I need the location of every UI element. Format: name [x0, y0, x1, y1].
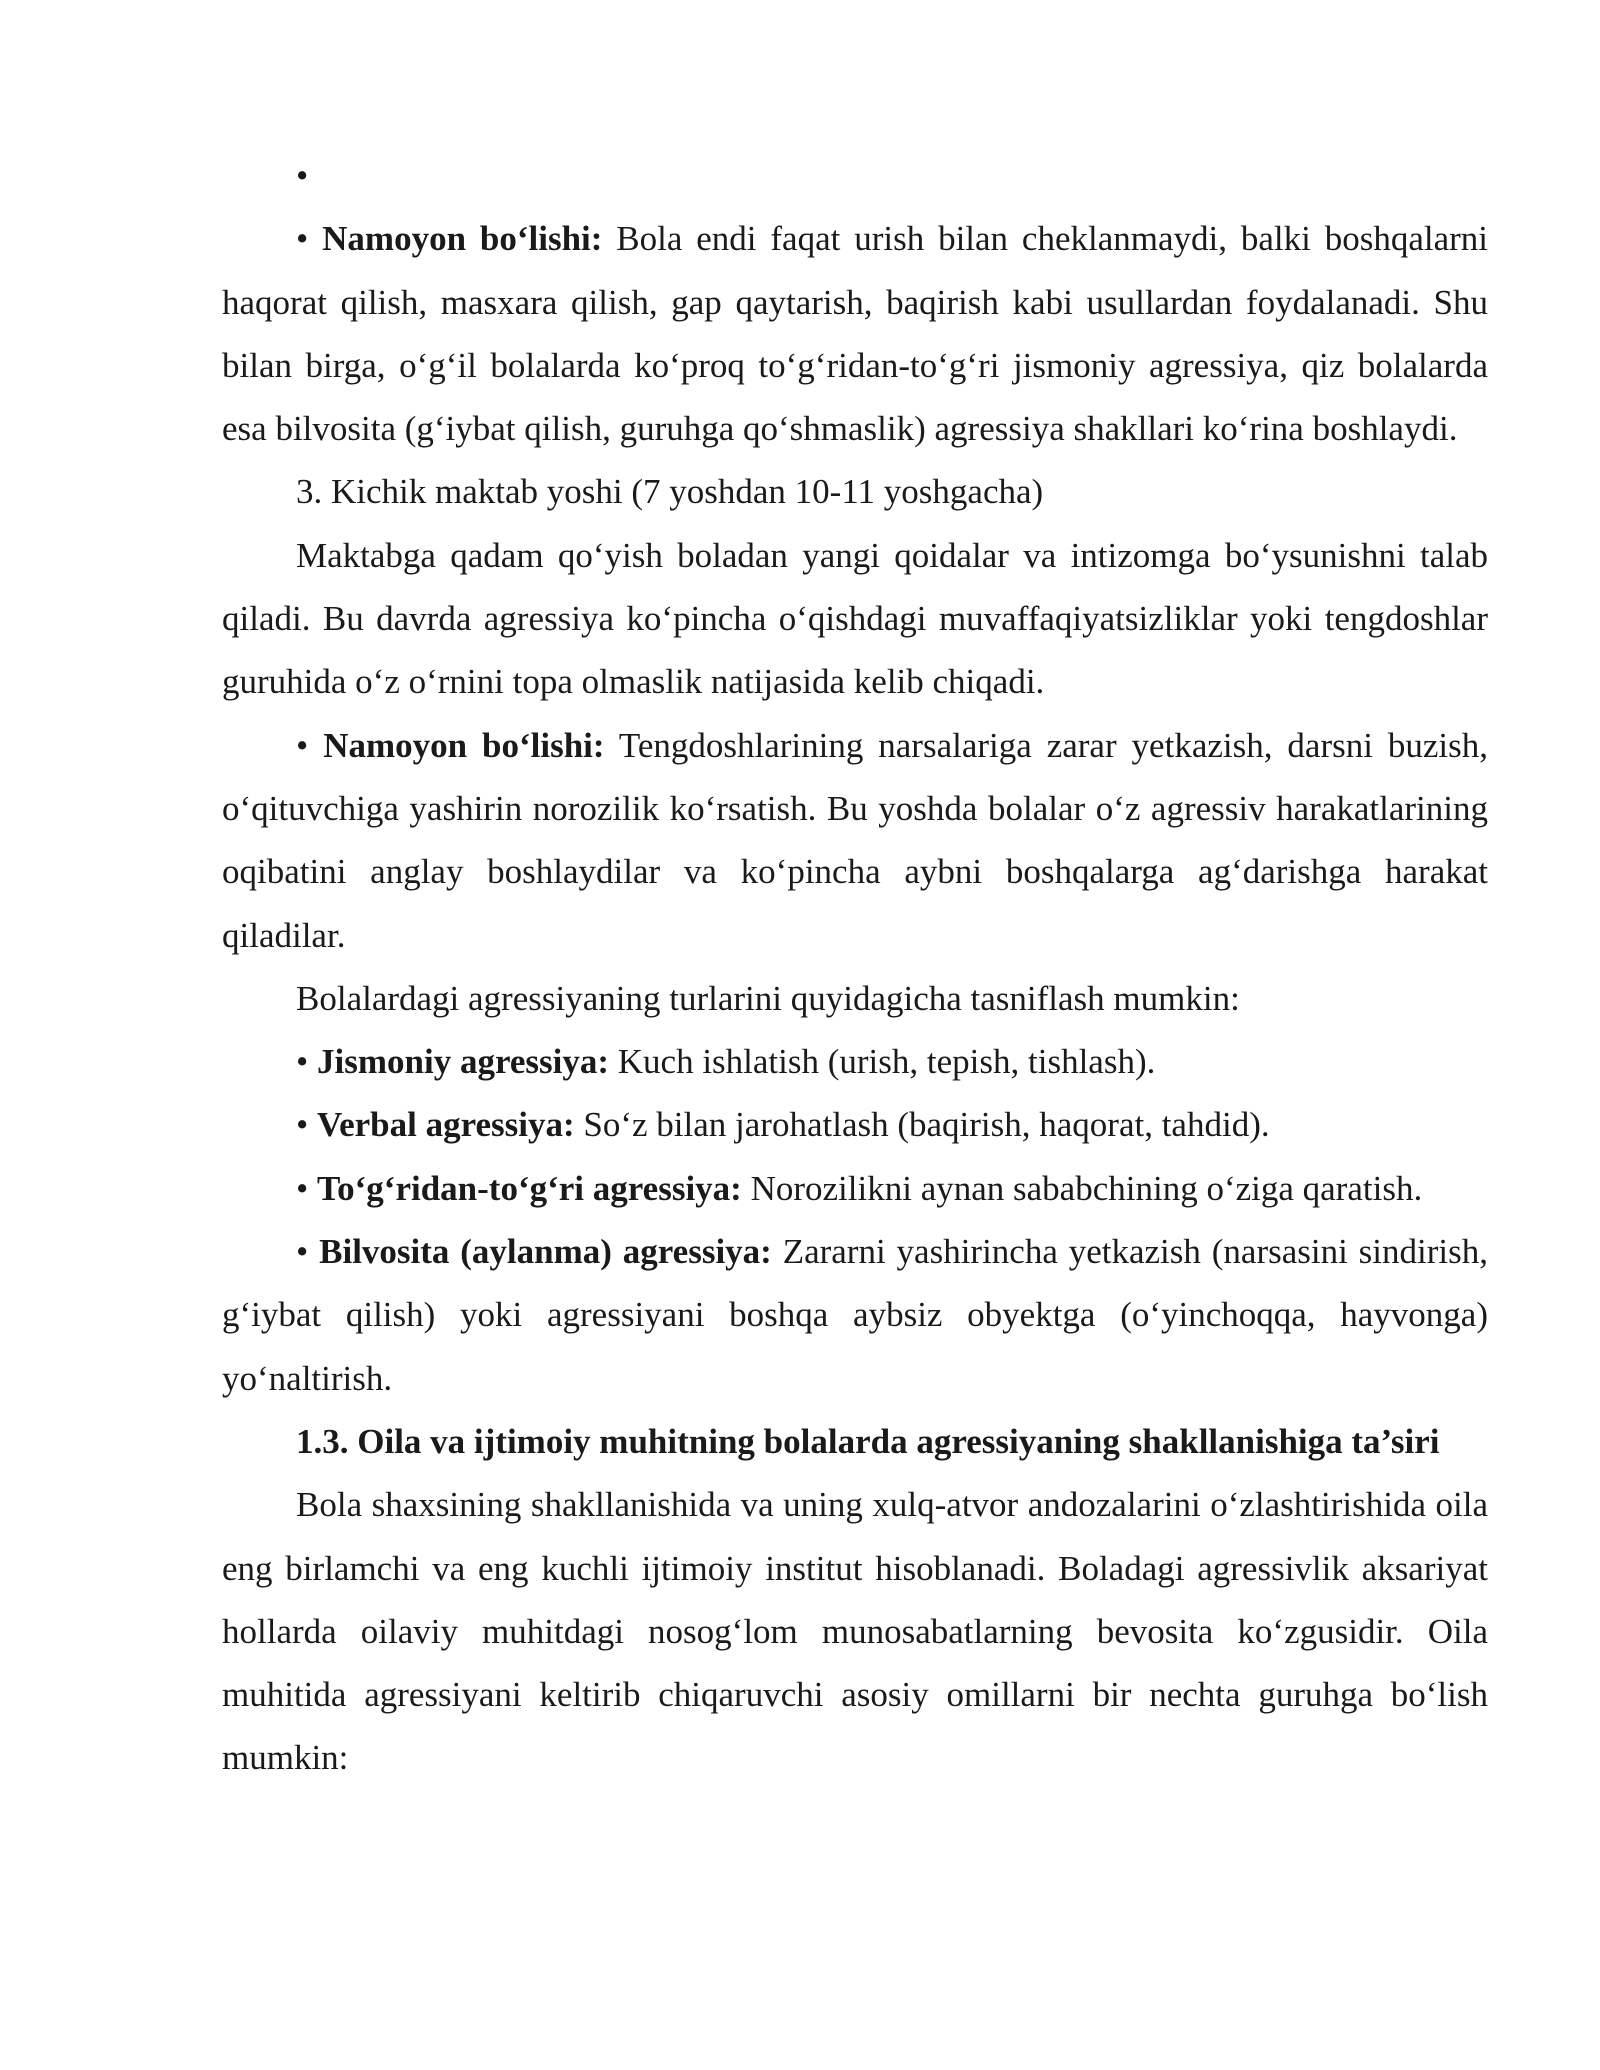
- list-item-text: Norozilikni aynan sababchining o‘ziga qaratish.: [741, 1168, 1423, 1208]
- list-item-verbal-aggression: [222, 1093, 1488, 1156]
- bullet-glyph: •: [296, 1042, 309, 1082]
- list-item-label: Jismoniy agressiya:: [317, 1042, 610, 1082]
- list-item-text: Zararni yashirincha yetkazish (narsasini sindirish, g‘iybat qilish) yoki agressiyani boshqa aybsiz obyektga (o‘yinchoqqa, hayvonga) yo‘naltirish.: [222, 1232, 1488, 1398]
- paragraph-classification-intro: Bolalardagi agressiyaning turlarini quyidagicha tasniflash mumkin:: [296, 978, 1240, 1018]
- empty-bullet-line: [222, 144, 1488, 207]
- paragraph-family-influence: Bola shaxsining shakllanishida va uning xulq-atvor andozalarini o‘zlashtirishida oila eng birlamchi va eng kuchli ijtimoiy institut hisoblanadi. Boladagi agressivlik aksariyat hollarda oilaviy muhitdagi nosog‘lom munosabatlarning bevosita ko‘zgusidir. Oila muhitida agressiyani keltirib chiqaruvchi asosiy omillarni bir nechta guruhga bo‘lish mumkin:: [222, 1485, 1488, 1778]
- list-item-indirect-aggression: [222, 1220, 1488, 1410]
- bullet-glyph: •: [296, 156, 309, 195]
- list-item-text: Kuch ishlatish (urish, tepish, tishlash).: [609, 1042, 1156, 1082]
- bullet-glyph: •: [296, 1232, 309, 1272]
- section-subtitle-school-age: 3. Kichik maktab yoshi (7 yoshdan 10-11 yoshgacha): [296, 472, 1044, 512]
- paragraph-label: Namoyon bo‘lishi:: [322, 219, 603, 259]
- paragraph-school-intro: Maktabga qadam qo‘yish boladan yangi qoidalar va intizomga bo‘ysunishni talab qiladi. Bu davrda agressiya ko‘pincha o‘qishdagi muvaffaqiyatsizliklar yoki tengdoshlar guruhida o‘z o‘rnini topa olmaslik natijasida kelib chiqadi.: [222, 535, 1488, 702]
- bullet-glyph: •: [296, 725, 309, 765]
- list-item-direct-aggression: [222, 1157, 1488, 1220]
- bullet-glyph: •: [296, 1105, 309, 1145]
- list-item-label: Bilvosita (aylanma) agressiya:: [319, 1232, 772, 1272]
- list-item-label: Verbal agressiya:: [317, 1105, 575, 1145]
- paragraph-label: Namoyon bo‘lishi:: [323, 725, 605, 765]
- list-item-text: So‘z bilan jarohatlash (baqirish, haqorat, tahdid).: [574, 1105, 1270, 1145]
- bullet-glyph: •: [296, 1168, 309, 1208]
- bullet-glyph: •: [296, 219, 309, 259]
- document-page: [222, 144, 1488, 1790]
- paragraph-text: Bola endi faqat urish bilan cheklanmaydi, balki boshqalarni haqorat qilish, masxara qilish, gap qaytarish, baqirish kabi usullardan foydalanadi. Shu bilan birga, o‘g‘il bolalarda ko‘proq to‘g‘ridan-to‘g‘ri jismoniy agressiya, qiz bolalarda esa bilvosita (g‘iybat qilish, guruhga qo‘shmaslik) agressiya shakllari ko‘rina boshlaydi.: [222, 219, 1488, 449]
- paragraph-manifestation-school: [222, 714, 1488, 967]
- section-heading: 1.3. Oila va ijtimoiy muhitning bolalarda agressiyaning shakllanishiga ta’siri: [296, 1421, 1440, 1461]
- paragraph-text: Tengdoshlarining narsalariga zarar yetkazish, darsni buzish, o‘qituvchiga yashirin norozilik ko‘rsatish. Bu yoshda bolalar o‘z agressiv harakatlarining oqibatini anglay boshlaydilar va ko‘pincha aybni boshqalarga ag‘darishga harakat qiladilar.: [222, 725, 1489, 955]
- list-item-label: To‘g‘ridan-to‘g‘ri agressiya:: [317, 1168, 742, 1208]
- paragraph-manifestation-preschool: [222, 207, 1488, 460]
- list-item-physical-aggression: [222, 1030, 1488, 1093]
